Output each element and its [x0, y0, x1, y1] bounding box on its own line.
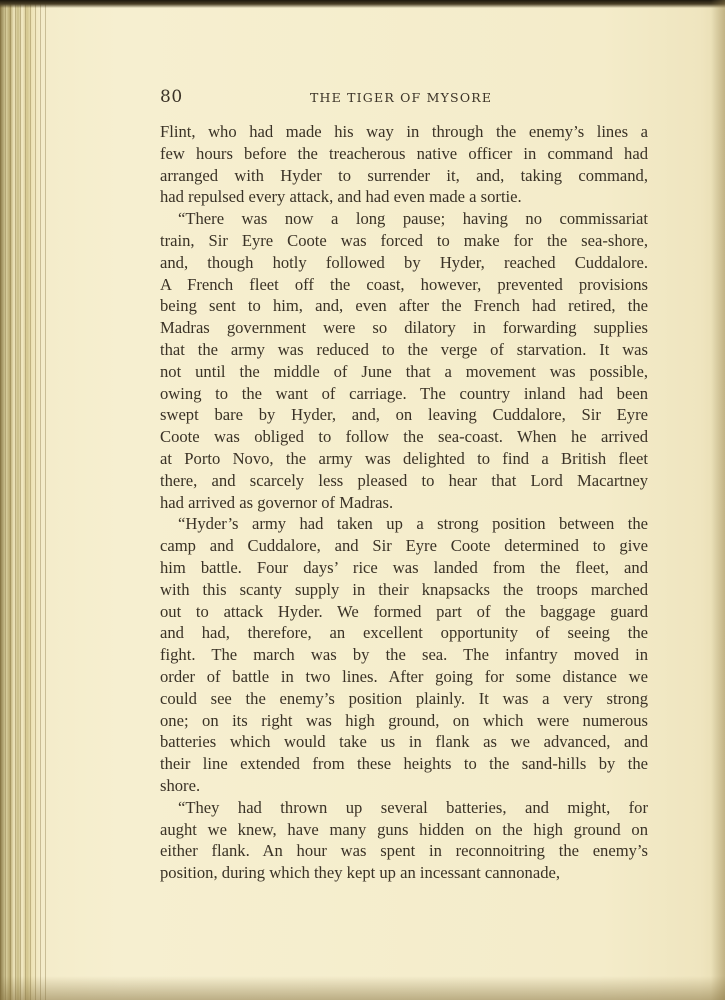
text-line: train, Sir Eyre Coote was forced to make for the sea-shore,: [160, 230, 648, 250]
body-text: [160, 121, 648, 884]
text-line: aught we knew, have many guns hidden on the high ground on: [160, 819, 648, 839]
text-line: him battle. Four days’ rice was landed from the fleet, and: [160, 557, 648, 577]
text-line: Flint, who had made his way in through the enemy’s lines a: [160, 122, 648, 141]
text-line: arranged with Hyder to surrender it, and, taking command,: [160, 165, 648, 185]
right-edge-shadow: [711, 0, 725, 1000]
text-line: there, and scarcely less pleased to hear that Lord Macartney: [160, 470, 648, 490]
text-line: few hours before the treacherous native officer in command had: [160, 143, 648, 163]
text-line: and had, therefore, an excellent opportunity of seeing the: [160, 623, 648, 643]
text-line: either flank. An hour was spent in reconnoitring the enemy’s: [160, 841, 648, 861]
paragraph: [160, 208, 648, 513]
text-line: swept bare by Hyder, and, on leaving Cuddalore, Sir Eyre: [160, 405, 648, 425]
text-line: had repulsed every attack, and had even made a sortie.: [160, 187, 522, 207]
text-line: “Hyder’s army had taken up a strong position between the: [178, 514, 648, 534]
text-line: that the army was reduced to the verge of starvation. It was: [160, 339, 648, 359]
page-number: 80: [160, 87, 183, 107]
paragraph: [160, 121, 648, 208]
text-line: “They had thrown up several batteries, and might, for: [178, 797, 648, 817]
text-line: being sent to him, and, even after the French had retired, the: [160, 296, 648, 316]
paragraph: [160, 797, 648, 884]
page-content: [160, 87, 648, 884]
page-stack-edge: [0, 0, 46, 1000]
text-line: A French fleet off the coast, however, prevented provisions: [160, 274, 648, 294]
text-line: fight. The march was by the sea. The infantry moved in: [160, 645, 648, 665]
paragraph: [160, 513, 648, 796]
text-line: batteries which would take us in flank as we advanced, and: [160, 732, 648, 752]
text-line: Madras government were so dilatory in forwarding supplies: [160, 318, 648, 338]
text-line: out to attack Hyder. We formed part of the baggage guard: [160, 601, 648, 621]
text-line: at Porto Novo, the army was delighted to find a British fleet: [160, 448, 648, 468]
text-line: with this scanty supply in their knapsacks the troops marched: [160, 579, 648, 599]
text-line: owing to the want of carriage. The country inland had been: [160, 383, 648, 403]
text-line: position, during which they kept up an incessant cannonade,: [160, 863, 561, 883]
text-line: camp and Cuddalore, and Sir Eyre Coote determined to give: [160, 536, 648, 556]
text-line: could see the enemy’s position plainly. It was a very strong: [160, 688, 648, 708]
text-line: one; on its right was high ground, on which were numerous: [160, 710, 648, 730]
text-line: “There was now a long pause; having no commissariat: [178, 209, 648, 229]
text-line: not until the middle of June that a movement was possible,: [160, 361, 648, 381]
text-line: and, though hotly followed by Hyder, reached Cuddalore.: [160, 252, 648, 272]
page-header: [160, 87, 648, 113]
text-line: shore.: [160, 775, 201, 795]
top-edge-shadow: [0, 0, 725, 8]
text-line: order of battle in two lines. After going for some distance we: [160, 666, 648, 686]
running-head: THE TIGER OF MYSORE: [310, 90, 493, 105]
bottom-edge-shadow: [0, 976, 725, 1000]
text-line: Coote was obliged to follow the sea-coast. When he arrived: [160, 427, 648, 447]
text-line: had arrived as governor of Madras.: [160, 492, 394, 512]
text-line: their line extended from these heights to the sand-hills by the: [160, 754, 648, 774]
